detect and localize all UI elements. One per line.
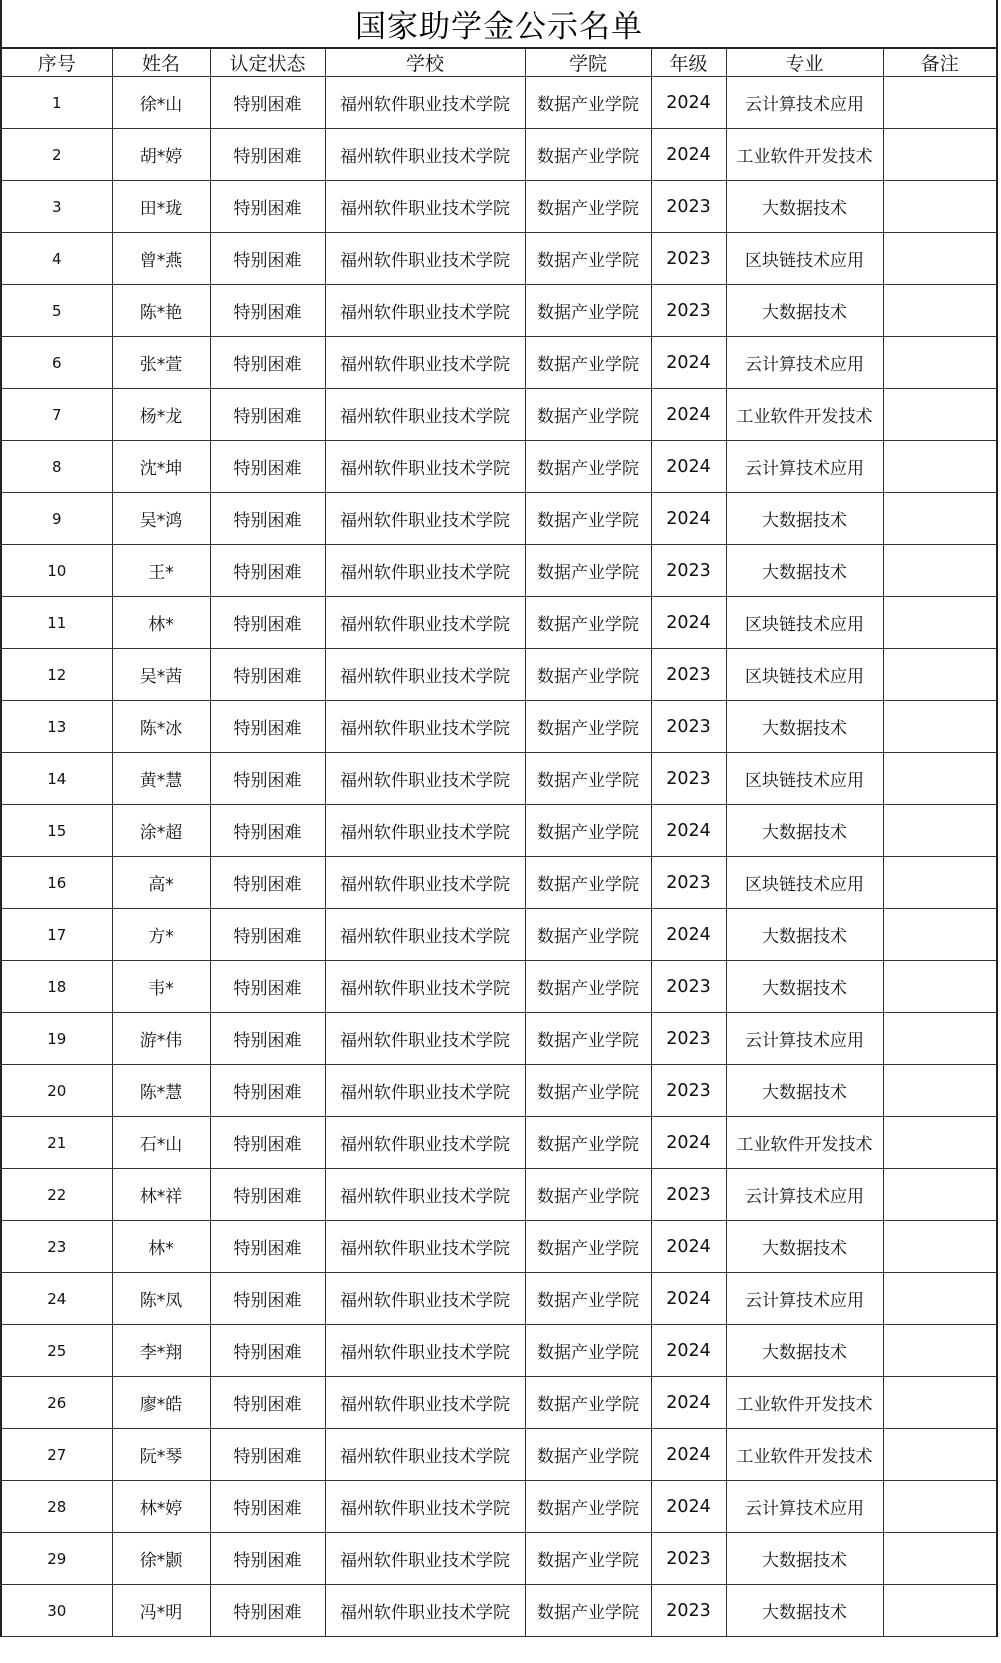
- cell-major: 大数据技术: [726, 1585, 883, 1637]
- cell-grade: 2024: [651, 493, 726, 545]
- cell-note: [883, 493, 996, 545]
- cell-school: 福州软件职业技术学院: [325, 1481, 525, 1533]
- cell-status: 特别困难: [210, 857, 325, 909]
- cell-status: 特别困难: [210, 961, 325, 1013]
- cell-major: 工业软件开发技术: [726, 389, 883, 441]
- header-serial-number: 序号: [2, 49, 112, 77]
- cell-school: 福州软件职业技术学院: [325, 233, 525, 285]
- cell-major: 云计算技术应用: [726, 1481, 883, 1533]
- cell-college: 数据产业学院: [525, 597, 651, 649]
- cell-note: [883, 1533, 996, 1585]
- cell-serial-number: 11: [2, 597, 112, 649]
- cell-name: 石*山: [112, 1117, 210, 1169]
- cell-serial-number: 6: [2, 337, 112, 389]
- cell-grade: 2024: [651, 1273, 726, 1325]
- cell-name: 李*翔: [112, 1325, 210, 1377]
- cell-school: 福州软件职业技术学院: [325, 441, 525, 493]
- cell-school: 福州软件职业技术学院: [325, 1325, 525, 1377]
- cell-name: 吴*鸿: [112, 493, 210, 545]
- cell-serial-number: 13: [2, 701, 112, 753]
- cell-school: 福州软件职业技术学院: [325, 649, 525, 701]
- cell-status: 特别困难: [210, 389, 325, 441]
- cell-major: 工业软件开发技术: [726, 129, 883, 181]
- table-row: [2, 1117, 996, 1169]
- cell-grade: 2023: [651, 701, 726, 753]
- cell-note: [883, 1585, 996, 1637]
- cell-serial-number: 8: [2, 441, 112, 493]
- cell-note: [883, 1325, 996, 1377]
- cell-serial-number: 22: [2, 1169, 112, 1221]
- recipients-table: [2, 49, 996, 1637]
- table-row: [2, 77, 996, 129]
- cell-status: 特别困难: [210, 337, 325, 389]
- cell-note: [883, 1481, 996, 1533]
- cell-grade: 2023: [651, 857, 726, 909]
- cell-status: 特别困难: [210, 1585, 325, 1637]
- cell-name: 吴*茜: [112, 649, 210, 701]
- table-row: [2, 1065, 996, 1117]
- cell-status: 特别困难: [210, 1065, 325, 1117]
- cell-school: 福州软件职业技术学院: [325, 1533, 525, 1585]
- cell-college: 数据产业学院: [525, 545, 651, 597]
- cell-grade: 2024: [651, 1325, 726, 1377]
- cell-major: 云计算技术应用: [726, 1013, 883, 1065]
- table-row: [2, 961, 996, 1013]
- cell-college: 数据产业学院: [525, 909, 651, 961]
- cell-name: 杨*龙: [112, 389, 210, 441]
- cell-name: 陈*艳: [112, 285, 210, 337]
- header-grade: 年级: [651, 49, 726, 77]
- cell-serial-number: 20: [2, 1065, 112, 1117]
- cell-serial-number: 9: [2, 493, 112, 545]
- cell-grade: 2023: [651, 1065, 726, 1117]
- table-row: [2, 1585, 996, 1637]
- cell-status: 特别困难: [210, 649, 325, 701]
- cell-grade: 2024: [651, 909, 726, 961]
- cell-college: 数据产业学院: [525, 1585, 651, 1637]
- cell-serial-number: 30: [2, 1585, 112, 1637]
- table-row: [2, 857, 996, 909]
- cell-name: 高*: [112, 857, 210, 909]
- cell-grade: 2023: [651, 1169, 726, 1221]
- document-title: 国家助学金公示名单: [2, 0, 996, 49]
- cell-school: 福州软件职业技术学院: [325, 285, 525, 337]
- cell-status: 特别困难: [210, 129, 325, 181]
- cell-name: 韦*: [112, 961, 210, 1013]
- cell-note: [883, 337, 996, 389]
- cell-grade: 2023: [651, 285, 726, 337]
- cell-note: [883, 701, 996, 753]
- table-row: [2, 597, 996, 649]
- cell-grade: 2023: [651, 753, 726, 805]
- cell-school: 福州软件职业技术学院: [325, 1065, 525, 1117]
- table-row: [2, 909, 996, 961]
- cell-serial-number: 15: [2, 805, 112, 857]
- table-row: [2, 1325, 996, 1377]
- cell-note: [883, 961, 996, 1013]
- cell-grade: 2023: [651, 181, 726, 233]
- cell-major: 工业软件开发技术: [726, 1117, 883, 1169]
- cell-school: 福州软件职业技术学院: [325, 1273, 525, 1325]
- cell-serial-number: 17: [2, 909, 112, 961]
- cell-status: 特别困难: [210, 233, 325, 285]
- cell-note: [883, 649, 996, 701]
- cell-school: 福州软件职业技术学院: [325, 129, 525, 181]
- cell-school: 福州软件职业技术学院: [325, 545, 525, 597]
- cell-status: 特别困难: [210, 805, 325, 857]
- cell-note: [883, 77, 996, 129]
- table-row: [2, 1377, 996, 1429]
- cell-status: 特别困难: [210, 1221, 325, 1273]
- cell-name: 陈*慧: [112, 1065, 210, 1117]
- cell-major: 大数据技术: [726, 909, 883, 961]
- cell-school: 福州软件职业技术学院: [325, 1169, 525, 1221]
- cell-status: 特别困难: [210, 545, 325, 597]
- cell-major: 云计算技术应用: [726, 1169, 883, 1221]
- cell-major: 区块链技术应用: [726, 857, 883, 909]
- cell-college: 数据产业学院: [525, 649, 651, 701]
- cell-college: 数据产业学院: [525, 857, 651, 909]
- cell-name: 阮*琴: [112, 1429, 210, 1481]
- cell-status: 特别困难: [210, 1273, 325, 1325]
- table-row: [2, 1429, 996, 1481]
- cell-note: [883, 1221, 996, 1273]
- cell-serial-number: 24: [2, 1273, 112, 1325]
- cell-grade: 2023: [651, 233, 726, 285]
- header-note: 备注: [883, 49, 996, 77]
- cell-grade: 2024: [651, 337, 726, 389]
- cell-status: 特别困难: [210, 1013, 325, 1065]
- cell-note: [883, 233, 996, 285]
- cell-note: [883, 129, 996, 181]
- cell-note: [883, 1273, 996, 1325]
- cell-college: 数据产业学院: [525, 389, 651, 441]
- cell-school: 福州软件职业技术学院: [325, 1117, 525, 1169]
- table-row: [2, 285, 996, 337]
- cell-school: 福州软件职业技术学院: [325, 701, 525, 753]
- cell-school: 福州软件职业技术学院: [325, 857, 525, 909]
- cell-grade: 2024: [651, 1481, 726, 1533]
- table-row: [2, 181, 996, 233]
- cell-note: [883, 1013, 996, 1065]
- cell-major: 大数据技术: [726, 285, 883, 337]
- table-row: [2, 389, 996, 441]
- cell-name: 徐*山: [112, 77, 210, 129]
- cell-college: 数据产业学院: [525, 1013, 651, 1065]
- header-row: [2, 49, 996, 77]
- cell-major: 云计算技术应用: [726, 77, 883, 129]
- cell-school: 福州软件职业技术学院: [325, 753, 525, 805]
- cell-name: 冯*明: [112, 1585, 210, 1637]
- cell-grade: 2023: [651, 649, 726, 701]
- cell-major: 工业软件开发技术: [726, 1429, 883, 1481]
- cell-serial-number: 28: [2, 1481, 112, 1533]
- cell-note: [883, 753, 996, 805]
- cell-grade: 2023: [651, 1013, 726, 1065]
- cell-college: 数据产业学院: [525, 701, 651, 753]
- cell-college: 数据产业学院: [525, 1169, 651, 1221]
- cell-serial-number: 3: [2, 181, 112, 233]
- cell-grade: 2024: [651, 1377, 726, 1429]
- table-row: [2, 1273, 996, 1325]
- cell-major: 区块链技术应用: [726, 233, 883, 285]
- cell-school: 福州软件职业技术学院: [325, 1221, 525, 1273]
- cell-major: 区块链技术应用: [726, 753, 883, 805]
- cell-name: 林*祥: [112, 1169, 210, 1221]
- cell-serial-number: 23: [2, 1221, 112, 1273]
- cell-grade: 2024: [651, 805, 726, 857]
- cell-name: 涂*超: [112, 805, 210, 857]
- cell-status: 特别困难: [210, 493, 325, 545]
- cell-major: 工业软件开发技术: [726, 1377, 883, 1429]
- table-row: [2, 337, 996, 389]
- cell-note: [883, 597, 996, 649]
- cell-name: 游*伟: [112, 1013, 210, 1065]
- cell-major: 大数据技术: [726, 805, 883, 857]
- cell-school: 福州软件职业技术学院: [325, 77, 525, 129]
- table-row: [2, 1481, 996, 1533]
- cell-name: 沈*坤: [112, 441, 210, 493]
- cell-school: 福州软件职业技术学院: [325, 493, 525, 545]
- table-row: [2, 701, 996, 753]
- cell-college: 数据产业学院: [525, 1377, 651, 1429]
- cell-status: 特别困难: [210, 701, 325, 753]
- cell-name: 林*: [112, 1221, 210, 1273]
- cell-serial-number: 4: [2, 233, 112, 285]
- cell-major: 区块链技术应用: [726, 597, 883, 649]
- cell-name: 曾*燕: [112, 233, 210, 285]
- cell-college: 数据产业学院: [525, 805, 651, 857]
- cell-status: 特别困难: [210, 1429, 325, 1481]
- cell-serial-number: 5: [2, 285, 112, 337]
- cell-serial-number: 2: [2, 129, 112, 181]
- cell-major: 云计算技术应用: [726, 441, 883, 493]
- cell-name: 林*: [112, 597, 210, 649]
- cell-status: 特别困难: [210, 77, 325, 129]
- cell-school: 福州软件职业技术学院: [325, 597, 525, 649]
- cell-college: 数据产业学院: [525, 77, 651, 129]
- cell-college: 数据产业学院: [525, 1117, 651, 1169]
- cell-major: 大数据技术: [726, 181, 883, 233]
- cell-grade: 2023: [651, 545, 726, 597]
- cell-name: 徐*颢: [112, 1533, 210, 1585]
- cell-name: 张*萱: [112, 337, 210, 389]
- cell-serial-number: 27: [2, 1429, 112, 1481]
- cell-status: 特别困难: [210, 1481, 325, 1533]
- cell-college: 数据产业学院: [525, 441, 651, 493]
- cell-college: 数据产业学院: [525, 1429, 651, 1481]
- cell-status: 特别困难: [210, 597, 325, 649]
- cell-note: [883, 909, 996, 961]
- cell-grade: 2024: [651, 1221, 726, 1273]
- cell-college: 数据产业学院: [525, 493, 651, 545]
- cell-name: 陈*凤: [112, 1273, 210, 1325]
- cell-name: 胡*婷: [112, 129, 210, 181]
- cell-serial-number: 12: [2, 649, 112, 701]
- cell-college: 数据产业学院: [525, 1273, 651, 1325]
- cell-status: 特别困难: [210, 1377, 325, 1429]
- table-row: [2, 805, 996, 857]
- cell-school: 福州软件职业技术学院: [325, 1429, 525, 1481]
- cell-grade: 2023: [651, 1585, 726, 1637]
- cell-serial-number: 18: [2, 961, 112, 1013]
- cell-school: 福州软件职业技术学院: [325, 337, 525, 389]
- table-row: [2, 1013, 996, 1065]
- header-status: 认定状态: [210, 49, 325, 77]
- cell-name: 黄*慧: [112, 753, 210, 805]
- table-row: [2, 545, 996, 597]
- cell-note: [883, 285, 996, 337]
- cell-note: [883, 857, 996, 909]
- cell-major: 大数据技术: [726, 1065, 883, 1117]
- cell-college: 数据产业学院: [525, 285, 651, 337]
- cell-major: 大数据技术: [726, 493, 883, 545]
- cell-school: 福州软件职业技术学院: [325, 1013, 525, 1065]
- cell-serial-number: 25: [2, 1325, 112, 1377]
- cell-note: [883, 1429, 996, 1481]
- cell-major: 大数据技术: [726, 1533, 883, 1585]
- cell-note: [883, 181, 996, 233]
- cell-name: 田*珑: [112, 181, 210, 233]
- cell-school: 福州软件职业技术学院: [325, 1585, 525, 1637]
- cell-serial-number: 10: [2, 545, 112, 597]
- cell-college: 数据产业学院: [525, 129, 651, 181]
- cell-major: 云计算技术应用: [726, 1273, 883, 1325]
- header-college: 学院: [525, 49, 651, 77]
- cell-school: 福州软件职业技术学院: [325, 181, 525, 233]
- cell-note: [883, 805, 996, 857]
- cell-grade: 2024: [651, 1429, 726, 1481]
- cell-serial-number: 29: [2, 1533, 112, 1585]
- cell-name: 陈*冰: [112, 701, 210, 753]
- cell-major: 云计算技术应用: [726, 337, 883, 389]
- cell-major: 区块链技术应用: [726, 649, 883, 701]
- cell-major: 大数据技术: [726, 545, 883, 597]
- cell-serial-number: 19: [2, 1013, 112, 1065]
- cell-college: 数据产业学院: [525, 233, 651, 285]
- cell-grade: 2024: [651, 597, 726, 649]
- cell-status: 特别困难: [210, 181, 325, 233]
- table-row: [2, 1533, 996, 1585]
- header-name: 姓名: [112, 49, 210, 77]
- cell-major: 大数据技术: [726, 1221, 883, 1273]
- table-row: [2, 1169, 996, 1221]
- cell-school: 福州软件职业技术学院: [325, 389, 525, 441]
- cell-serial-number: 26: [2, 1377, 112, 1429]
- cell-serial-number: 21: [2, 1117, 112, 1169]
- cell-note: [883, 389, 996, 441]
- cell-note: [883, 1117, 996, 1169]
- cell-college: 数据产业学院: [525, 753, 651, 805]
- cell-college: 数据产业学院: [525, 1065, 651, 1117]
- cell-serial-number: 16: [2, 857, 112, 909]
- cell-grade: 2024: [651, 77, 726, 129]
- cell-grade: 2024: [651, 1117, 726, 1169]
- cell-name: 林*婷: [112, 1481, 210, 1533]
- cell-school: 福州软件职业技术学院: [325, 909, 525, 961]
- cell-major: 大数据技术: [726, 961, 883, 1013]
- cell-note: [883, 1169, 996, 1221]
- cell-school: 福州软件职业技术学院: [325, 961, 525, 1013]
- cell-serial-number: 1: [2, 77, 112, 129]
- cell-grade: 2024: [651, 389, 726, 441]
- cell-grade: 2023: [651, 961, 726, 1013]
- cell-serial-number: 14: [2, 753, 112, 805]
- cell-college: 数据产业学院: [525, 1221, 651, 1273]
- cell-note: [883, 1065, 996, 1117]
- cell-school: 福州软件职业技术学院: [325, 1377, 525, 1429]
- cell-college: 数据产业学院: [525, 1481, 651, 1533]
- cell-grade: 2023: [651, 1533, 726, 1585]
- cell-status: 特别困难: [210, 441, 325, 493]
- cell-college: 数据产业学院: [525, 181, 651, 233]
- cell-college: 数据产业学院: [525, 961, 651, 1013]
- cell-major: 大数据技术: [726, 701, 883, 753]
- header-school: 学校: [325, 49, 525, 77]
- table-row: [2, 441, 996, 493]
- cell-name: 方*: [112, 909, 210, 961]
- cell-college: 数据产业学院: [525, 337, 651, 389]
- cell-serial-number: 7: [2, 389, 112, 441]
- header-major: 专业: [726, 49, 883, 77]
- cell-grade: 2024: [651, 129, 726, 181]
- table-row: [2, 649, 996, 701]
- table-row: [2, 1221, 996, 1273]
- table-row: [2, 233, 996, 285]
- cell-status: 特别困难: [210, 753, 325, 805]
- cell-status: 特别困难: [210, 1117, 325, 1169]
- cell-status: 特别困难: [210, 1325, 325, 1377]
- cell-status: 特别困难: [210, 285, 325, 337]
- cell-grade: 2024: [651, 441, 726, 493]
- cell-note: [883, 1377, 996, 1429]
- cell-status: 特别困难: [210, 909, 325, 961]
- cell-status: 特别困难: [210, 1169, 325, 1221]
- cell-note: [883, 441, 996, 493]
- cell-college: 数据产业学院: [525, 1533, 651, 1585]
- cell-name: 王*: [112, 545, 210, 597]
- table-row: [2, 493, 996, 545]
- table-row: [2, 753, 996, 805]
- cell-school: 福州软件职业技术学院: [325, 805, 525, 857]
- cell-note: [883, 545, 996, 597]
- cell-college: 数据产业学院: [525, 1325, 651, 1377]
- cell-status: 特别困难: [210, 1533, 325, 1585]
- table-row: [2, 129, 996, 181]
- cell-major: 大数据技术: [726, 1325, 883, 1377]
- cell-name: 廖*皓: [112, 1377, 210, 1429]
